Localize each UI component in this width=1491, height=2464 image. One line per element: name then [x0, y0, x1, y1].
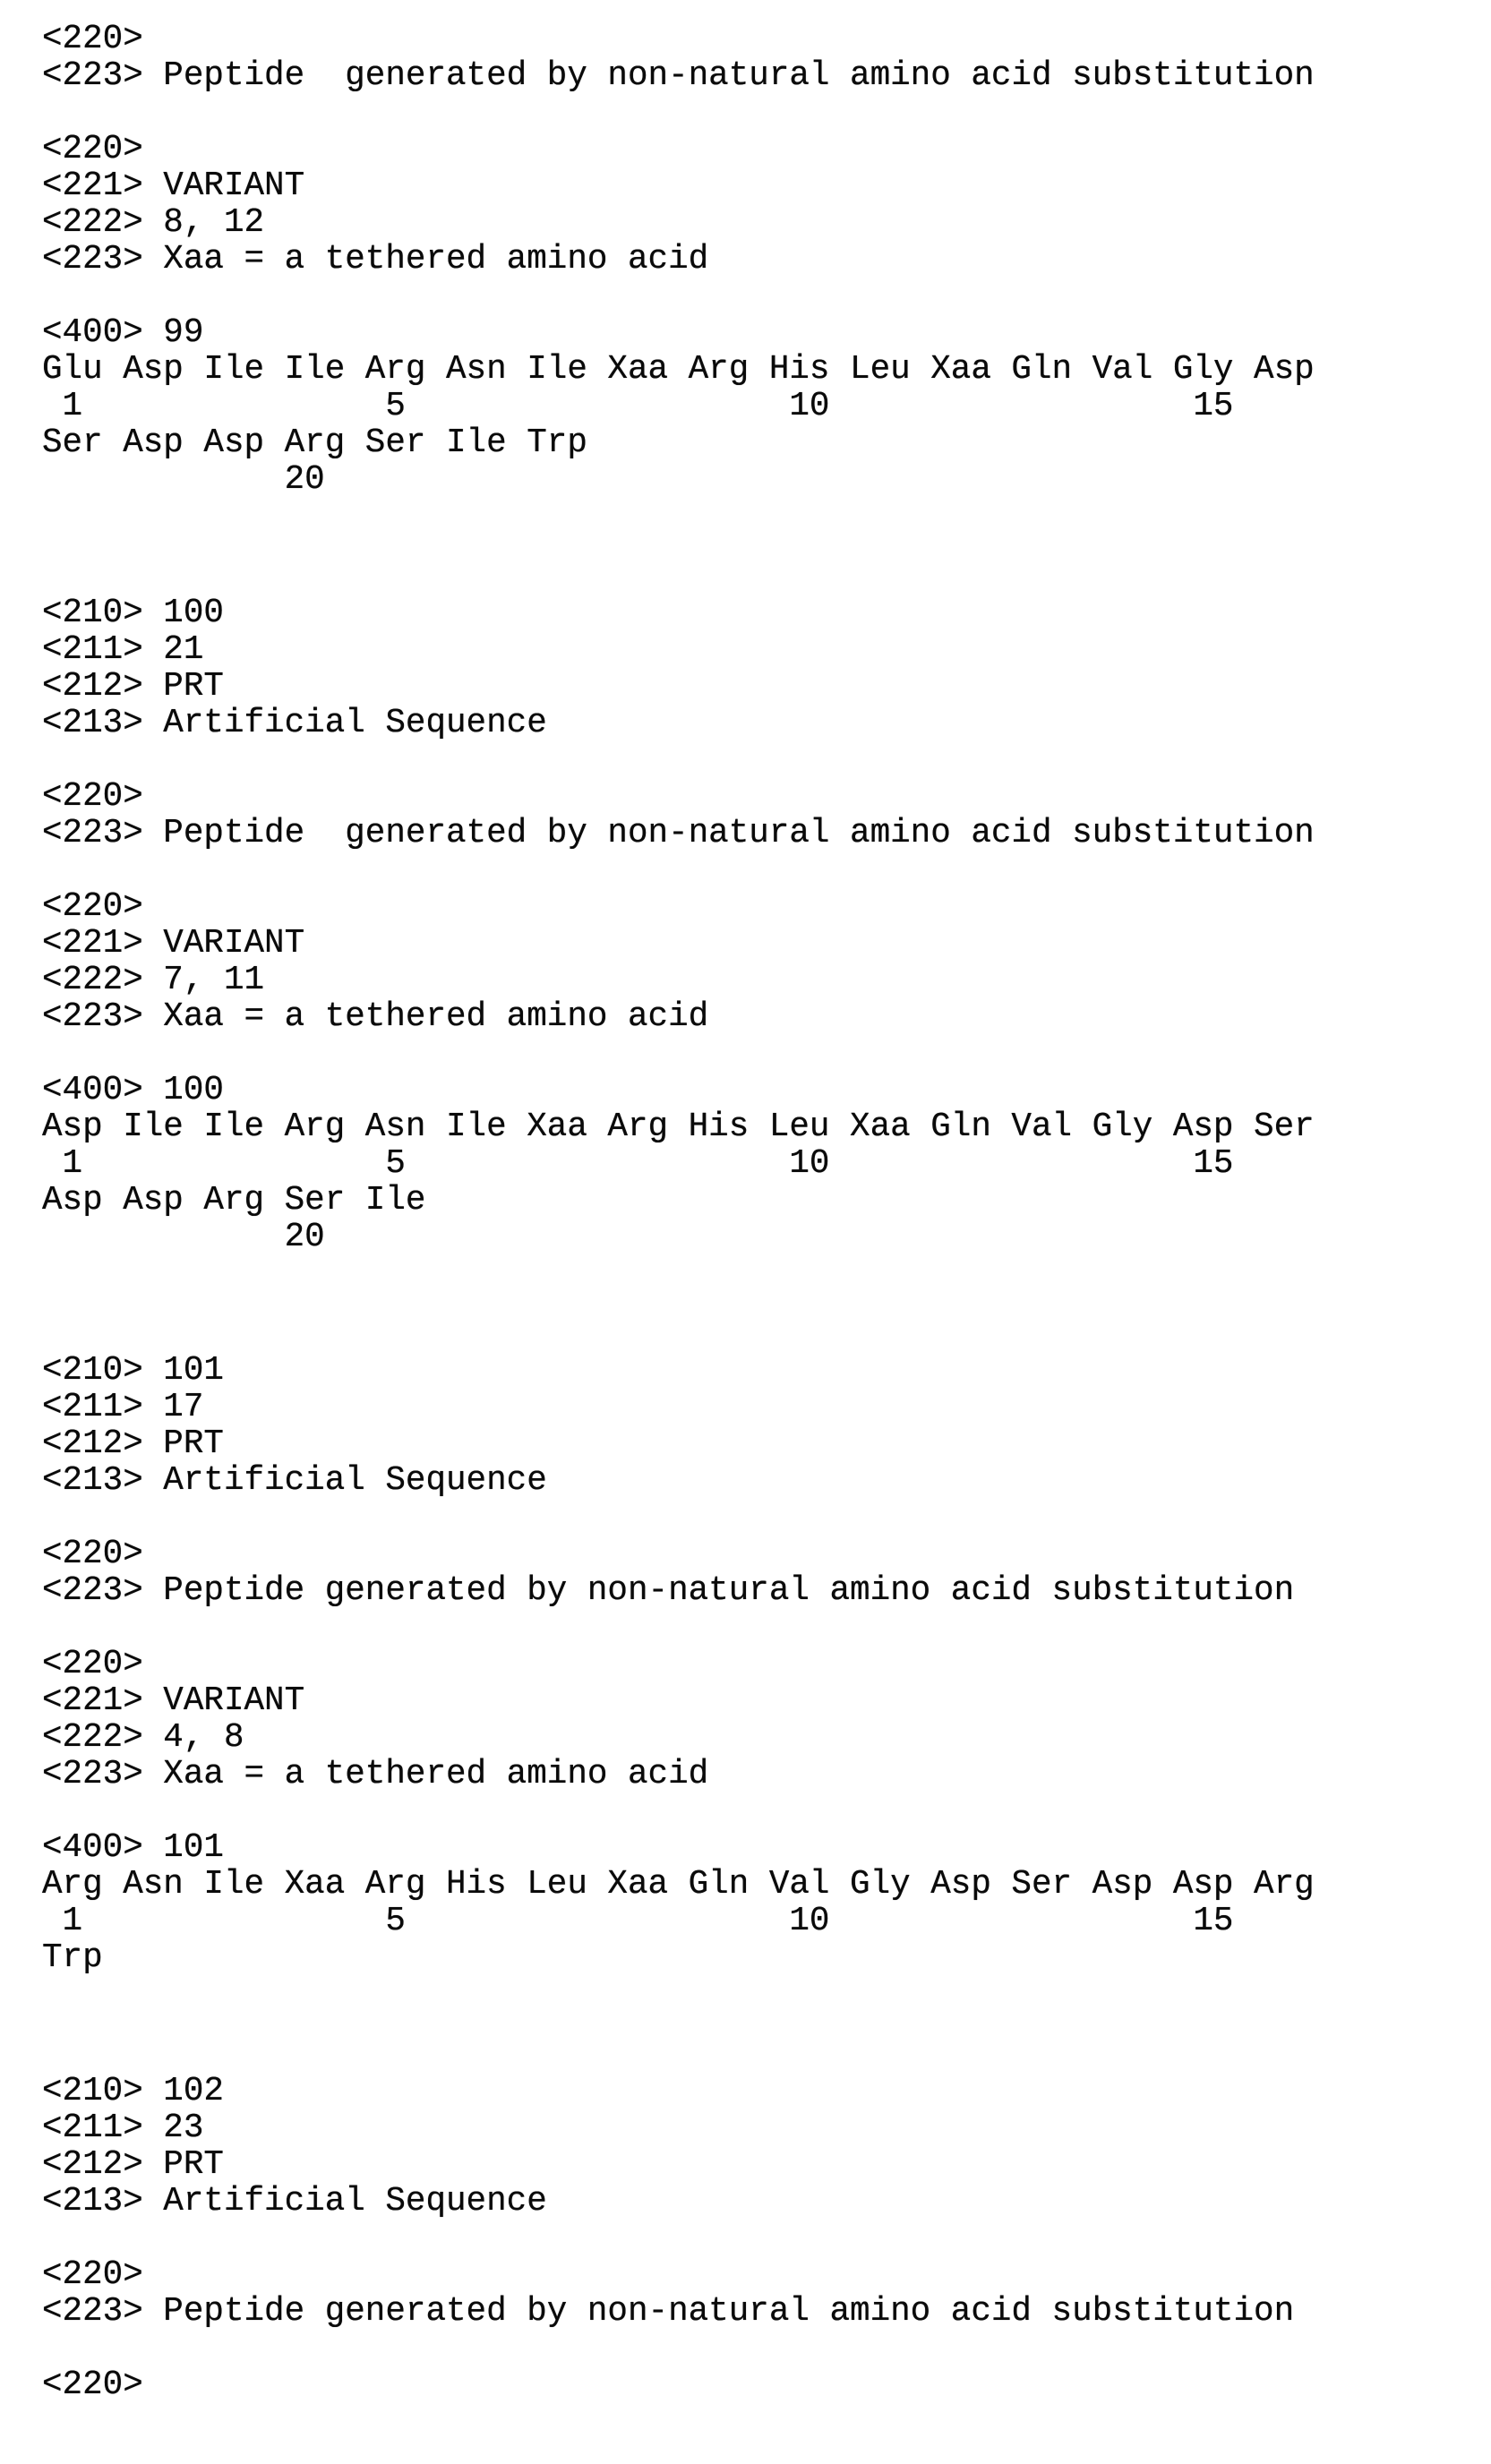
- text-line: 20: [42, 461, 325, 499]
- seq-102-feature-comment: [42, 2257, 1482, 2331]
- text-line: <400> 100: [42, 1072, 224, 1109]
- text-line: 1 5 10 15: [42, 1145, 1234, 1183]
- seq-99-feature-comment: [42, 21, 1482, 95]
- seq-99-sequence: [42, 315, 1482, 499]
- text-line: <223> Peptide generated by non-natural amino acid substitution: [42, 815, 1315, 852]
- seq-100-sequence: [42, 1073, 1482, 1256]
- seq-102-feature-open: [42, 2367, 1482, 2404]
- text-line: <213> Artificial Sequence: [42, 1462, 547, 1500]
- text-line: 1 5 10 15: [42, 1903, 1234, 1940]
- seq-101-sequence: [42, 1830, 1482, 1977]
- text-line: <220>: [42, 778, 143, 816]
- text-line: <223> Peptide generated by non-natural amino acid substitution: [42, 2293, 1295, 2331]
- text-line: Asp Asp Arg Ser Ile: [42, 1182, 426, 1219]
- text-line: <223> Xaa = a tethered amino acid: [42, 241, 709, 278]
- text-line: <220>: [42, 2256, 143, 2294]
- text-line: 1 5 10 15: [42, 388, 1234, 425]
- text-line: Glu Asp Ile Ile Arg Asn Ile Xaa Arg His Leu Xaa Gln Val Gly Asp: [42, 351, 1315, 389]
- page-body: [42, 21, 1482, 2404]
- text-line: <222> 8, 12: [42, 204, 265, 242]
- text-line: 20: [42, 1219, 325, 1256]
- seq-99-feature-variant: [42, 132, 1482, 278]
- text-line: Asp Ile Ile Arg Asn Ile Xaa Arg His Leu Xaa Gln Val Gly Asp Ser: [42, 1108, 1315, 1146]
- text-line: <210> 100: [42, 595, 224, 632]
- text-line: <210> 102: [42, 2073, 224, 2110]
- text-line: <223> Peptide generated by non-natural amino acid substitution: [42, 1572, 1295, 1610]
- text-line: <210> 101: [42, 1352, 224, 1390]
- text-line: <223> Peptide generated by non-natural amino acid substitution: [42, 57, 1315, 95]
- text-line: <221> VARIANT: [42, 1682, 305, 1720]
- text-line: <220>: [42, 131, 143, 168]
- text-line: <213> Artificial Sequence: [42, 2183, 547, 2220]
- seq-101-feature-variant: [42, 1647, 1482, 1793]
- text-line: Trp: [42, 1939, 103, 1977]
- text-line: <223> Xaa = a tethered amino acid: [42, 1756, 709, 1793]
- text-line: <212> PRT: [42, 1425, 224, 1463]
- text-line: <212> PRT: [42, 2146, 224, 2184]
- text-line: <220>: [42, 21, 143, 58]
- text-line: Arg Asn Ile Xaa Arg His Leu Xaa Gln Val Gly Asp Ser Asp Asp Arg: [42, 1866, 1315, 1904]
- text-line: <221> VARIANT: [42, 925, 305, 962]
- text-line: <223> Xaa = a tethered amino acid: [42, 998, 709, 1036]
- text-line: Ser Asp Asp Arg Ser Ile Trp: [42, 424, 587, 462]
- seq-101-identity: [42, 1353, 1482, 1500]
- text-line: <220>: [42, 888, 143, 926]
- text-line: <211> 17: [42, 1389, 204, 1426]
- text-line: <222> 4, 8: [42, 1719, 244, 1757]
- text-line: <220>: [42, 1536, 143, 1573]
- seq-100-feature-variant: [42, 889, 1482, 1036]
- seq-100-feature-comment: [42, 779, 1482, 852]
- text-line: <211> 21: [42, 631, 204, 669]
- text-line: <211> 23: [42, 2109, 204, 2147]
- text-line: <400> 99: [42, 314, 204, 352]
- text-line: <221> VARIANT: [42, 167, 305, 205]
- seq-100-identity: [42, 595, 1482, 742]
- text-line: <400> 101: [42, 1829, 224, 1867]
- text-line: <213> Artificial Sequence: [42, 705, 547, 742]
- text-line: <212> PRT: [42, 668, 224, 706]
- text-line: <222> 7, 11: [42, 962, 265, 999]
- text-line: <220>: [42, 1646, 143, 1683]
- text-line: <220>: [42, 2366, 143, 2404]
- seq-101-feature-comment: [42, 1536, 1482, 1610]
- seq-102-identity: [42, 2074, 1482, 2220]
